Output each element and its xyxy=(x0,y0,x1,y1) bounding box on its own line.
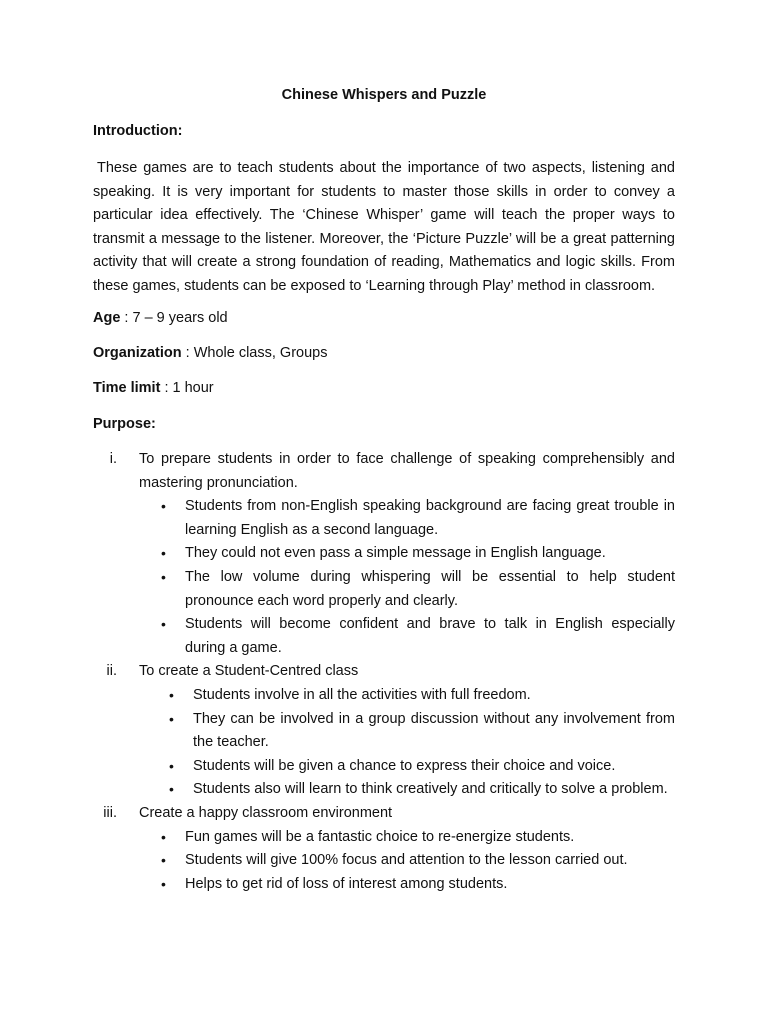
purpose-text: Create a happy classroom environment xyxy=(139,804,393,821)
purpose-number: i. xyxy=(109,451,117,467)
purpose-list xyxy=(93,448,675,896)
bullet-item xyxy=(139,826,675,850)
bullet-text: Students also will learn to think creatively and critically to solve a problem. xyxy=(193,781,668,798)
bullet-item xyxy=(139,495,675,542)
organization-label: Organization xyxy=(93,345,182,361)
bullet-text: Students will become confident and brave to talk in English especially during a game. xyxy=(185,616,675,656)
bullet-item xyxy=(139,566,675,613)
bullet-text: Students involve in all the activities with full freedom. xyxy=(193,686,531,703)
bullet-text: Students will be given a chance to express their choice and voice. xyxy=(193,757,616,774)
organization-value: : Whole class, Groups xyxy=(181,345,328,361)
document-title: Chinese Whispers and Puzzle xyxy=(281,87,487,103)
bullet-icon: • xyxy=(161,852,166,869)
purpose-heading: Purpose: xyxy=(93,416,156,432)
purpose-number: iii. xyxy=(103,804,117,821)
bullet-item xyxy=(139,778,675,802)
purpose-item xyxy=(93,448,675,660)
time-limit-value: : 1 hour xyxy=(160,380,214,396)
age-label: Age xyxy=(93,310,121,326)
bullet-icon: • xyxy=(169,757,174,774)
bullet-item xyxy=(139,542,675,566)
age-row xyxy=(93,310,228,326)
bullet-text: Students will give 100% focus and attention to the lesson carried out. xyxy=(185,852,628,869)
bullet-text: Helps to get rid of loss of interest among students. xyxy=(185,875,508,892)
bullet-item xyxy=(139,873,675,897)
bullet-icon: • xyxy=(161,568,166,585)
purpose-bullet-list xyxy=(139,495,675,660)
purpose-item xyxy=(93,802,675,896)
bullet-icon: • xyxy=(161,545,166,562)
bullet-icon: • xyxy=(169,781,174,798)
purpose-text: To create a Student-Centred class xyxy=(139,663,359,680)
bullet-item xyxy=(139,849,675,873)
purpose-bullet-list xyxy=(139,684,675,802)
bullet-text: Fun games will be a fantastic choice to re-energize students. xyxy=(185,828,575,845)
bullet-icon: • xyxy=(161,875,166,892)
bullet-icon: • xyxy=(169,710,174,727)
bullet-text: They can be involved in a group discussion without any involvement from the teacher. xyxy=(193,710,675,751)
introduction-heading: Introduction: xyxy=(93,123,183,139)
organization-row xyxy=(93,345,327,361)
bullet-icon: • xyxy=(161,498,166,515)
bullet-item xyxy=(139,708,675,755)
bullet-text: The low volume during whispering will be essential to help student pronounce each word properly and clearly. xyxy=(185,568,675,609)
age-value: : 7 – 9 years old xyxy=(120,310,228,326)
purpose-number: ii. xyxy=(106,663,117,680)
bullet-icon: • xyxy=(161,828,166,845)
purpose-item xyxy=(93,660,675,802)
bullet-item xyxy=(139,755,675,779)
purpose-text: To prepare students in order to face challenge of speaking comprehensibly and mastering pronunciation. xyxy=(139,451,675,491)
purpose-bullet-list xyxy=(139,826,675,897)
introduction-paragraph: These games are to teach students about the importance of two aspects, listening and speaking. It is very important for students to master those skills in order to convey a particular idea effectively. The ‘Chinese Whisper’ game will teach the proper ways to transmit a message to the listener. Moreover, the ‘Picture Puzzle’ will be a great patterning activity that will create a strong foundation of reading, Mathematics and logic skills. From these games, students can be exposed to ‘Learning through Play’ method in classroom. xyxy=(93,160,675,294)
time-limit-label: Time limit xyxy=(93,380,161,396)
bullet-icon: • xyxy=(169,686,174,703)
bullet-icon: • xyxy=(161,616,166,633)
bullet-item xyxy=(139,684,675,708)
bullet-item xyxy=(139,613,675,660)
time-limit-row xyxy=(93,380,214,396)
bullet-text: Students from non-English speaking background are facing great trouble in learning English as a second language. xyxy=(185,498,675,538)
bullet-text: They could not even pass a simple message in English language. xyxy=(185,545,606,562)
